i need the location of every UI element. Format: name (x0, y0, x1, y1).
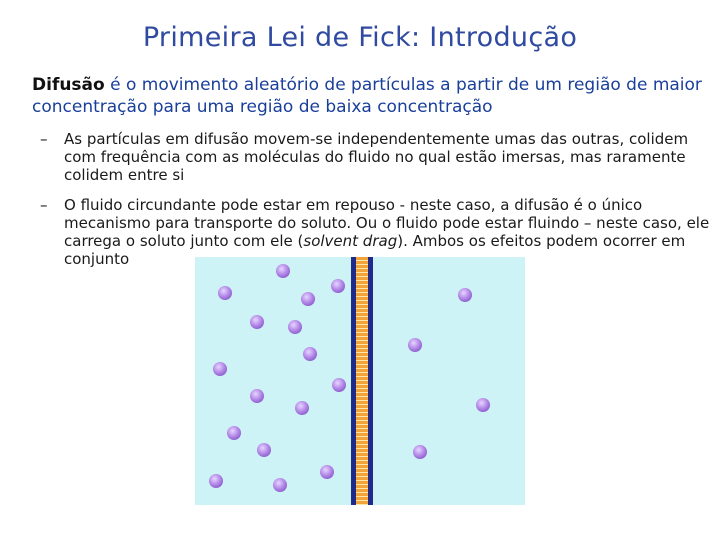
particle (295, 401, 309, 415)
particle (320, 465, 334, 479)
membrane-left-edge (351, 257, 356, 505)
particle (213, 362, 227, 376)
particle (227, 426, 241, 440)
membrane-core (356, 257, 368, 505)
bullet-dash: – (40, 130, 48, 148)
particle (288, 320, 302, 334)
particle (332, 378, 346, 392)
particle (408, 338, 422, 352)
particle (303, 347, 317, 361)
bullet-item-1 (40, 130, 710, 184)
particle (476, 398, 490, 412)
particle (209, 474, 223, 488)
particle (273, 478, 287, 492)
intro-term: Difusão (32, 75, 105, 95)
page-title: Primeira Lei de Fick: Introdução (142, 22, 578, 53)
diffusion-diagram (195, 257, 525, 505)
bullet-text: As partículas em difusão movem-se independentemente umas das outras, colidem com frequência com as moléculas do fluido no qual estão imersas, mas raramente colidem entre si (64, 130, 689, 184)
particle (458, 288, 472, 302)
bullet-text-part2: ). Ambos os efeitos podem ocorrer em conjunto (64, 232, 686, 268)
particle (276, 264, 290, 278)
particle (413, 445, 427, 459)
intro-highlight: região de baixa concentração (239, 97, 493, 117)
particle (257, 443, 271, 457)
particle (250, 389, 264, 403)
bullet-text-part1: O fluido circundante pode estar em repouso - neste caso, a difusão é o único mecanismo para transporte do soluto. Ou o fluido pode estar fluindo – neste caso, ele carrega o soluto junto com ele ( (64, 196, 710, 250)
intro-text: é o movimento aleatório de partículas a partir de um região de maior concentração para uma (32, 75, 702, 117)
particle (331, 279, 345, 293)
particle (301, 292, 315, 306)
particle (250, 315, 264, 329)
membrane-right-edge (368, 257, 373, 505)
bullet-dash: – (40, 196, 48, 214)
particle (218, 286, 232, 300)
bullet-text-italic: solvent drag (303, 232, 398, 250)
diffusion-svg (195, 257, 525, 505)
intro-paragraph (32, 74, 702, 118)
